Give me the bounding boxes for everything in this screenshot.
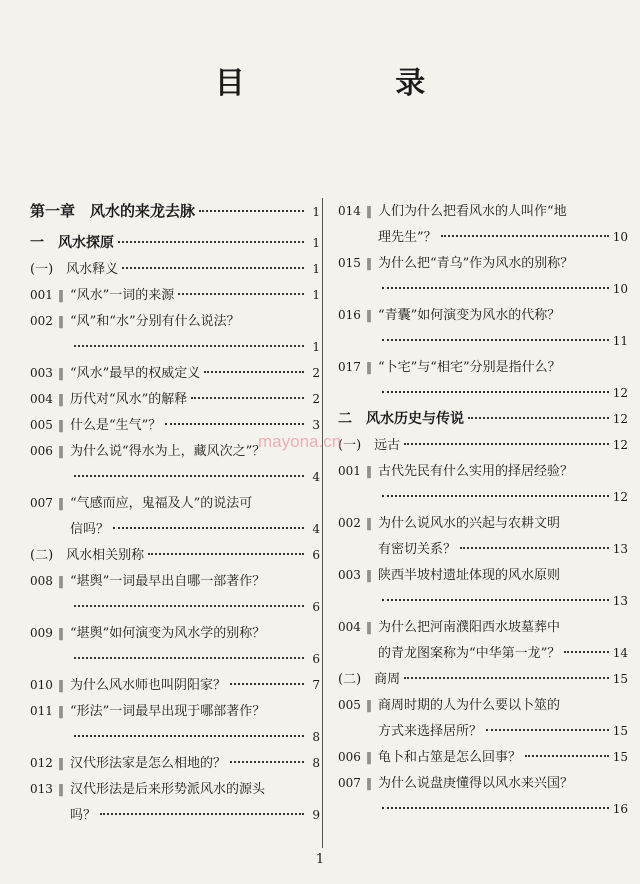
toc-entry-number: 002 [30, 314, 53, 328]
toc-line [338, 614, 628, 640]
toc-entry-text: 古代先民有什么实用的择居经验？ [378, 464, 574, 479]
toc-entry-number: 015 [338, 256, 361, 270]
toc-page-number: 7 [312, 678, 320, 692]
toc-page-number: 1 [312, 236, 320, 250]
toc-line [338, 328, 628, 354]
toc-entry[interactable] [338, 692, 628, 744]
dot-leader [118, 241, 304, 243]
toc-line [338, 510, 628, 536]
toc-page-number: 15 [612, 672, 628, 686]
toc-entry[interactable] [30, 490, 320, 542]
toc-entry[interactable] [30, 750, 320, 776]
toc-entry[interactable] [338, 406, 628, 432]
toc-page-number: 11 [612, 334, 628, 348]
toc-line [30, 334, 320, 360]
toc-line [30, 464, 320, 490]
double-bar-separator: ‖ [366, 698, 372, 712]
double-bar-separator: ‖ [58, 366, 64, 380]
toc-entry-number: 005 [30, 418, 53, 432]
toc-entry-text: 的青龙图案称为“中华第一龙”？ [378, 646, 561, 661]
toc-line [30, 542, 320, 568]
dot-leader [525, 755, 609, 757]
toc-line [338, 484, 628, 510]
toc-page-number: 8 [312, 730, 320, 744]
toc-line [30, 698, 320, 724]
toc-entry[interactable] [338, 666, 628, 692]
toc-line [338, 458, 628, 484]
toc-page-number: 9 [312, 808, 320, 822]
toc-line [30, 308, 320, 334]
dot-leader [382, 391, 609, 393]
column-divider [322, 198, 323, 848]
toc-page-number: 15 [612, 724, 628, 738]
toc-entry-number: 004 [30, 392, 53, 406]
toc-entry-text: “堪舆”一词最早出自哪一部著作？ [70, 574, 266, 589]
toc-line [30, 672, 320, 698]
toc-entry[interactable] [30, 198, 320, 224]
toc-entry-text: “风水”最早的权威定义 [70, 366, 201, 381]
toc-entry-text: “风”和“水”分别有什么说法？ [70, 314, 240, 329]
toc-line [338, 744, 628, 770]
toc-page-number: 12 [612, 438, 628, 452]
dot-leader [191, 397, 304, 399]
toc-entry[interactable] [30, 256, 320, 282]
dot-leader [199, 210, 304, 212]
dot-leader [74, 605, 304, 607]
toc-entry[interactable] [30, 568, 320, 620]
toc-entry-number: 005 [338, 698, 361, 712]
toc-entry-number: 007 [30, 496, 53, 510]
toc-entry-number: 017 [338, 360, 361, 374]
toc-entry-text: 吗？ [70, 808, 97, 823]
toc-entry[interactable] [338, 302, 628, 354]
toc-entry-number: 001 [30, 288, 53, 302]
page-title: 目 录 [214, 66, 496, 101]
toc-page-number: 3 [312, 418, 320, 432]
toc-page-number: 12 [612, 386, 628, 400]
dot-leader [404, 443, 609, 445]
toc-page-number: 15 [612, 750, 628, 764]
toc-page-number: 1 [312, 288, 320, 302]
toc-line [338, 796, 628, 822]
dot-leader [486, 729, 609, 731]
toc-entry-number: 007 [338, 776, 361, 790]
dot-leader [382, 807, 609, 809]
toc-line [338, 432, 628, 458]
toc-entry-text: 为什么说盘庚懂得以风水来兴国？ [378, 776, 574, 791]
toc-entry-text: “青囊”如何演变为风水的代称？ [378, 308, 561, 323]
toc-page-number: 6 [312, 652, 320, 666]
toc-entry[interactable] [30, 308, 320, 360]
toc-entry-text: “卜宅”与“相宅”分别是指什么？ [378, 360, 561, 375]
toc-line [338, 406, 628, 432]
dot-leader [460, 547, 609, 549]
toc-entry-text: 为什么风水师也叫阴阳家？ [70, 678, 227, 693]
toc-page-number: 8 [312, 756, 320, 770]
toc-entry-text: 汉代形法是后来形势派风水的源头 [70, 782, 266, 797]
toc-entry[interactable] [30, 672, 320, 698]
toc-entry[interactable] [30, 386, 320, 412]
dot-leader [74, 735, 304, 737]
toc-page-number: 14 [612, 646, 628, 660]
toc-page-number: 2 [312, 392, 320, 406]
toc-entry-number: 006 [338, 750, 361, 764]
double-bar-separator: ‖ [58, 444, 64, 458]
toc-entry-text: 龟卜和占筮是怎么回事？ [378, 750, 522, 765]
toc-entry[interactable] [338, 354, 628, 406]
toc-entry-text: 为什么说“得水为上，藏风次之”？ [70, 444, 266, 459]
toc-entry[interactable] [30, 542, 320, 568]
double-bar-separator: ‖ [366, 776, 372, 790]
toc-page-number: 12 [612, 412, 628, 426]
toc-line [338, 198, 628, 224]
toc-line [30, 568, 320, 594]
double-bar-separator: ‖ [58, 496, 64, 510]
dot-leader [204, 371, 304, 373]
dot-leader [100, 813, 304, 815]
toc-line [30, 230, 320, 256]
toc-entry-number: 012 [30, 756, 53, 770]
toc-line [338, 770, 628, 796]
toc-line [338, 276, 628, 302]
toc-line [338, 224, 628, 250]
toc-page-number: 12 [612, 490, 628, 504]
dot-leader [382, 287, 609, 289]
toc-line [338, 380, 628, 406]
toc-entry[interactable] [30, 698, 320, 750]
toc-entry-text: 陕西半坡村遗址体现的风水原则 [378, 568, 561, 583]
toc-entry-text: 为什么把“青乌”作为风水的别称？ [378, 256, 574, 271]
toc-line [30, 282, 320, 308]
toc-line [338, 302, 628, 328]
toc-entry[interactable] [30, 776, 320, 828]
toc-entry-text: “形法”一词最早出现于哪部著作？ [70, 704, 266, 719]
double-bar-separator: ‖ [58, 782, 64, 796]
toc-page-number: 10 [612, 282, 628, 296]
double-bar-separator: ‖ [58, 678, 64, 692]
toc-entry[interactable] [338, 458, 628, 510]
toc-entry-text: 有密切关系？ [378, 542, 457, 557]
toc-page-number: 10 [612, 230, 628, 244]
toc-line [30, 724, 320, 750]
toc-entry-text: (二) 商周 [338, 672, 401, 687]
toc-entry-text: 商周时期的人为什么要以卜筮的 [378, 698, 561, 713]
toc-entry-text: 方式来选择居所？ [378, 724, 483, 739]
dot-leader [230, 683, 304, 685]
toc-entry-text: 为什么说风水的兴起与农耕文明 [378, 516, 561, 531]
dot-leader [230, 761, 304, 763]
toc-right-column [338, 198, 628, 822]
toc-entry-number: 013 [30, 782, 53, 796]
toc-line [30, 802, 320, 828]
toc-entry[interactable] [30, 620, 320, 672]
toc-entry[interactable] [338, 510, 628, 562]
toc-page-number: 13 [612, 594, 628, 608]
double-bar-separator: ‖ [58, 756, 64, 770]
toc-line [30, 646, 320, 672]
toc-entry[interactable] [338, 250, 628, 302]
toc-entry-number: 001 [338, 464, 361, 478]
double-bar-separator: ‖ [58, 418, 64, 432]
toc-line [338, 250, 628, 276]
page-number-footer: 1 [315, 852, 325, 867]
dot-leader [564, 651, 608, 653]
double-bar-separator: ‖ [366, 204, 372, 218]
toc-entry-number: 016 [338, 308, 361, 322]
toc-entry-text: 什么是“生气”？ [70, 418, 162, 433]
toc-page-number: 6 [312, 600, 320, 614]
toc-line [338, 536, 628, 562]
double-bar-separator: ‖ [366, 750, 372, 764]
toc-entry-text: 为什么把河南濮阳西水坡墓葬中 [378, 620, 561, 635]
toc-entry-text: 第一章 风水的来龙去脉 [30, 202, 196, 220]
double-bar-separator: ‖ [366, 464, 372, 478]
double-bar-separator: ‖ [366, 620, 372, 634]
toc-line [30, 198, 320, 224]
dot-leader [74, 657, 304, 659]
double-bar-separator: ‖ [58, 574, 64, 588]
toc-line [338, 588, 628, 614]
dot-leader [148, 553, 304, 555]
toc-page-number: 2 [312, 366, 320, 380]
toc-entry-text: (一) 远古 [338, 438, 401, 453]
toc-entry-number: 002 [338, 516, 361, 530]
toc-line [338, 666, 628, 692]
toc-line [30, 360, 320, 386]
toc-entry[interactable] [30, 360, 320, 386]
double-bar-separator: ‖ [366, 308, 372, 322]
toc-entry-text: 历代对“风水”的解释 [70, 392, 188, 407]
toc-line [30, 594, 320, 620]
toc-entry-text: 信吗？ [70, 522, 110, 537]
toc-entry[interactable] [30, 282, 320, 308]
toc-entry[interactable] [338, 744, 628, 770]
toc-entry-text: (二) 风水相关别称 [30, 548, 145, 563]
toc-entry-number: 011 [30, 704, 53, 718]
toc-entry-number: 010 [30, 678, 53, 692]
double-bar-separator: ‖ [58, 626, 64, 640]
dot-leader [165, 423, 304, 425]
toc-line [338, 354, 628, 380]
toc-page-number: 4 [312, 522, 320, 536]
toc-line [30, 490, 320, 516]
toc-line [338, 562, 628, 588]
double-bar-separator: ‖ [366, 360, 372, 374]
toc-line [30, 750, 320, 776]
double-bar-separator: ‖ [58, 288, 64, 302]
toc-line [338, 692, 628, 718]
dot-leader [74, 475, 304, 477]
dot-leader [382, 339, 609, 341]
double-bar-separator: ‖ [58, 704, 64, 718]
toc-entry[interactable] [338, 770, 628, 822]
double-bar-separator: ‖ [366, 516, 372, 530]
dot-leader [382, 599, 609, 601]
double-bar-separator: ‖ [366, 256, 372, 270]
toc-left-column [30, 198, 320, 828]
toc-entry-text: “气感而应，鬼福及人”的说法可 [70, 496, 253, 511]
dot-leader [178, 293, 304, 295]
dot-leader [468, 417, 609, 419]
toc-entry-number: 003 [30, 366, 53, 380]
toc-page-number: 1 [312, 205, 320, 219]
toc-line [30, 256, 320, 282]
dot-leader [122, 267, 304, 269]
dot-leader [382, 495, 609, 497]
toc-line [30, 386, 320, 412]
toc-entry-text: “堪舆”如何演变为风水学的别称？ [70, 626, 266, 641]
toc-line [30, 620, 320, 646]
toc-entry-text: 人们为什么把看风水的人叫作“地 [378, 204, 567, 219]
toc-entry-number: 008 [30, 574, 53, 588]
toc-page-number: 1 [312, 340, 320, 354]
watermark-text: mayona.cn [258, 432, 342, 451]
toc-page-number: 13 [612, 542, 628, 556]
toc-entry[interactable] [338, 432, 628, 458]
toc-entry-number: 006 [30, 444, 53, 458]
toc-line [30, 516, 320, 542]
dot-leader [404, 677, 609, 679]
double-bar-separator: ‖ [58, 314, 64, 328]
toc-entry-text: 汉代形法家是怎么相地的？ [70, 756, 227, 771]
toc-entry-number: 009 [30, 626, 53, 640]
toc-entry-text: “风水”一词的来源 [70, 288, 175, 303]
dot-leader [441, 235, 609, 237]
toc-entry[interactable] [338, 198, 628, 250]
toc-entry-number: 004 [338, 620, 361, 634]
dot-leader [113, 527, 304, 529]
toc-line [338, 718, 628, 744]
toc-entry[interactable] [30, 230, 320, 256]
toc-entry[interactable] [338, 614, 628, 666]
toc-line [338, 640, 628, 666]
toc-entry-text: (一) 风水释义 [30, 262, 119, 277]
toc-entry[interactable] [338, 562, 628, 614]
toc-entry-number: 003 [338, 568, 361, 582]
toc-page-number: 4 [312, 470, 320, 484]
toc-line [30, 776, 320, 802]
double-bar-separator: ‖ [366, 568, 372, 582]
toc-entry-text: 一 风水探原 [30, 235, 114, 251]
toc-entry-text: 理先生”？ [378, 230, 437, 245]
toc-page-number: 1 [312, 262, 320, 276]
toc-page-number: 16 [612, 802, 628, 816]
toc-page-number: 6 [312, 548, 320, 562]
double-bar-separator: ‖ [58, 392, 64, 406]
toc-entry-text: 二 风水历史与传说 [338, 411, 464, 427]
dot-leader [74, 345, 304, 347]
toc-entry-number: 014 [338, 204, 361, 218]
